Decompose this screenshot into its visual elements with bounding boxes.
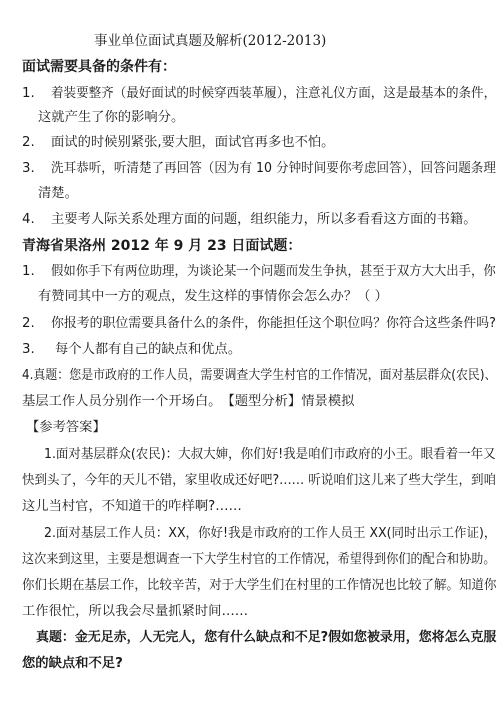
answer-line: 这次来到这里，主要是想调查一下大学生村官的工作情况，希望得到你们的配合和协助。	[22, 552, 496, 567]
item-text: 面试的时候别紧张,要大胆，面试官再多也不怕。	[51, 135, 335, 150]
item-text-continued: 有赞同其中一方的观点，发生这样的事情你会怎么办？（ ）	[38, 289, 388, 304]
item-text: 你报考的职位需要具备什么的条件，你能担任这个职位吗？你符合这些条件吗?	[51, 316, 496, 331]
item-number: 1.	[22, 264, 35, 279]
item-number: 2.	[22, 316, 35, 331]
section2-heading: 青海省果洛州 2012 年 9 月 23 日面试题：	[22, 238, 302, 254]
answer-line: 快到头了，今年的天儿不错，家里收成还好吧?…… 听说咱们这儿来了些大学生，到咱	[22, 473, 497, 488]
answer-line: 你们长期在基层工作，比较辛苦，对于大学生们在村里的工作情况也比较了解。知道你	[22, 578, 497, 593]
item-text: 主要考人际关系处理方面的问题，组织能力，所以多看看这方面的书籍。	[51, 212, 477, 227]
answer-line: 这儿当村官，不知道干的咋样啊?……	[22, 499, 242, 514]
item-number: 4.	[22, 212, 35, 227]
item-text: 每个人都有自己的缺点和优点。	[55, 342, 242, 357]
answer-line: 2.面对基层工作人员：XX，你好!我是市政府的工作人员王 XX(同时出示工作证)，	[44, 526, 497, 541]
answer-line: 工作很忙，所以我会尽量抓紧时间……	[22, 604, 249, 619]
item-number: 3.	[22, 161, 35, 176]
document-title: 事业单位面试真题及解析(2012-2013)	[94, 33, 327, 49]
question-5-line-2: 您的缺点和不足?	[22, 656, 123, 671]
answer-label: 【参考答案】	[26, 420, 106, 435]
section1-heading: 面试需要具备的条件有：	[22, 59, 176, 75]
item-text: 假如你手下有两位助理，为谈论某一个问题而发生争执，甚至于双方大大出手，你	[51, 264, 496, 279]
question-4-line-2: 基层工作人员分别作一个开场白。 【题型分析】情景模拟	[22, 394, 355, 409]
item-text: 着装要整齐（最好面试的时候穿西装革履），注意礼仪方面，这是最基本的条件，	[51, 86, 497, 101]
item-text-continued: 这就产生了你的影响分。	[38, 110, 185, 125]
item-text-continued: 清楚。	[38, 186, 78, 201]
item-number: 1.	[22, 86, 35, 101]
answer-line: 1.面对基层群众(农民)：大叔大婶，你们好!我是咱们市政府的小王。眼看着一年又	[44, 447, 496, 462]
question-4-line-1: 4.真题：您是市政府的工作人员，需要调查大学生村官的工作情况，面对基层群众(农民)、	[22, 368, 497, 383]
question-5-line-1: 真题：金无足赤，人无完人，您有什么缺点和不足?假如您被录用，您将怎么克服	[36, 630, 497, 645]
item-text: 洗耳恭听，听清楚了再回答（因为有 10 分钟时间要你考虑回答），回答问题条理	[51, 161, 496, 176]
item-number: 2.	[22, 135, 35, 150]
item-number: 3.	[22, 342, 35, 357]
